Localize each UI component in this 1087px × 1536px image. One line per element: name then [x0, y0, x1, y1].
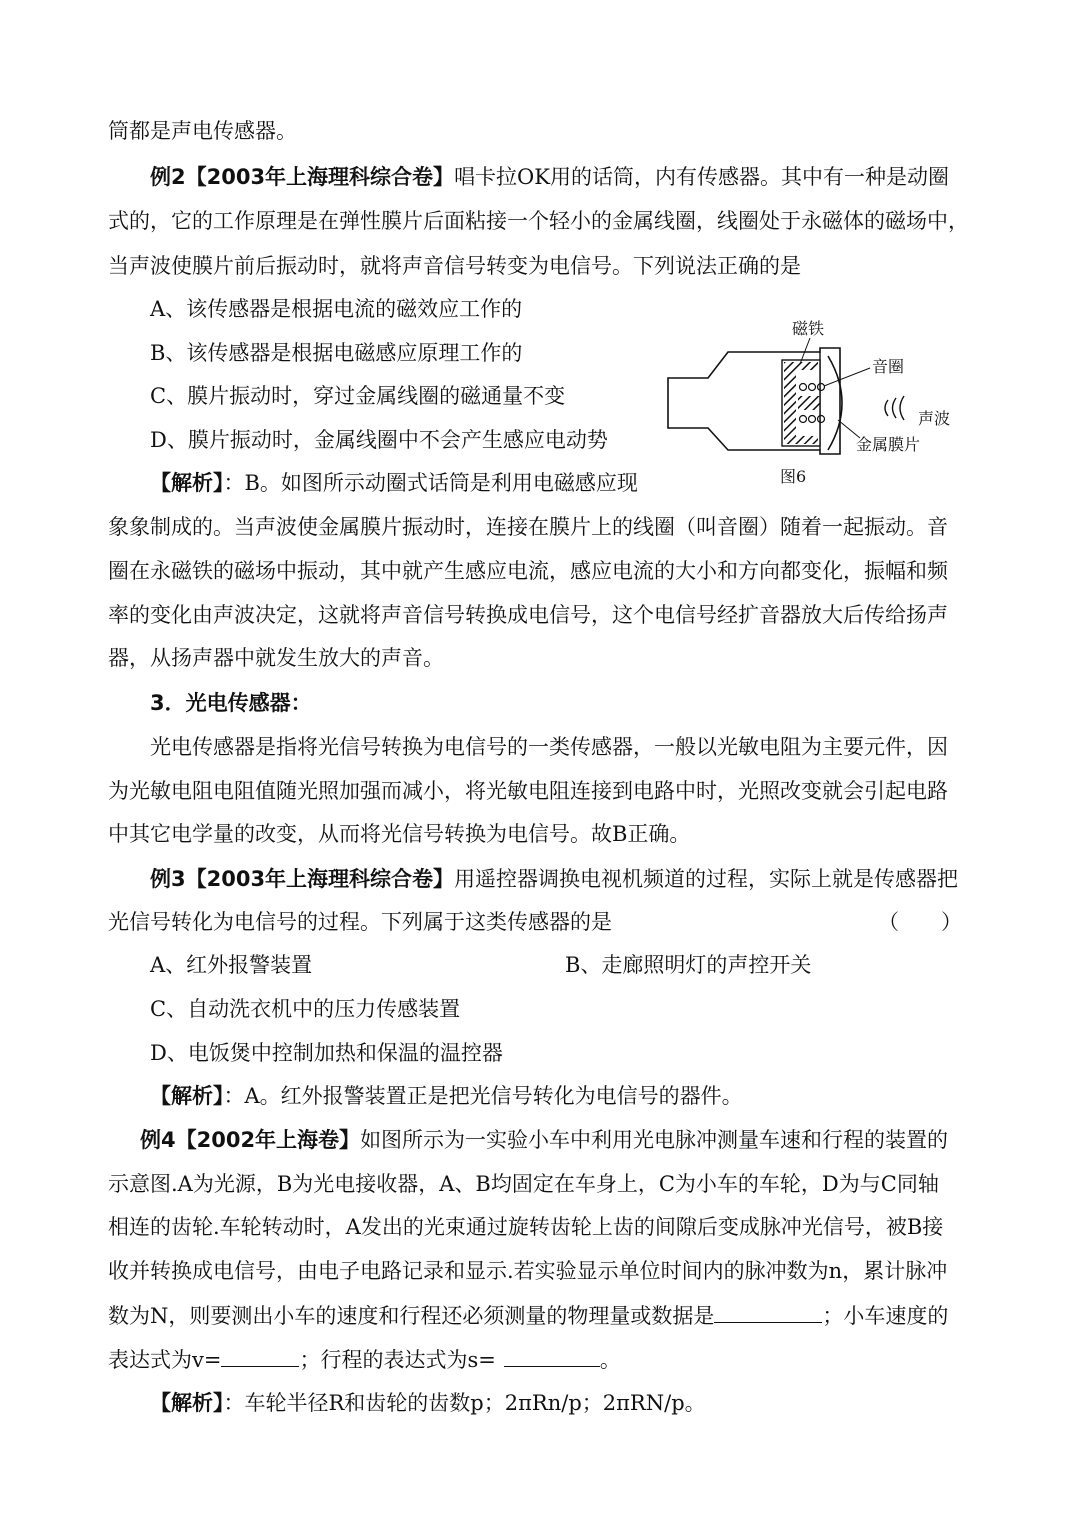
- microphone-diagram: [660, 316, 980, 496]
- example2-answer-line4: 率的变化由声波决定，这就将声音信号转换成电信号，这个电信号经扩音器放大后传给扬声: [108, 603, 948, 627]
- example3-option-d: D、电饭煲中控制加热和保温的温控器: [150, 1041, 503, 1065]
- example4-line4: 收并转换成电信号，由电子电路记录和显示.若实验显示单位时间内的脉冲数为n，累计脉冲: [108, 1259, 948, 1283]
- answer-blank[interactable]: [714, 1300, 822, 1323]
- section3-line3: 中其它电学量的改变，从而将光信号转换为电信号。故B正确。: [108, 822, 691, 846]
- example3-line1: [150, 864, 958, 894]
- label-voice-coil: 音圈: [872, 357, 905, 376]
- answer-blank[interactable]: [504, 1344, 600, 1367]
- example4-text: 。: [599, 1348, 621, 1372]
- example3-option-c: C、自动洗衣机中的压力传感装置: [150, 997, 461, 1021]
- example2-option-b: B、该传感器是根据电磁感应原理工作的: [150, 341, 523, 365]
- example4-line2: 示意图.A为光源，B为光电接收器，A、B均固定在车身上，C为小车的车轮，D为与C同轴: [108, 1172, 939, 1196]
- example2-answer-line5: 器，从扬声器中就发生放大的声音。: [108, 646, 444, 670]
- section3-line1: 光电传感器是指将光信号转换为电信号的一类传感器，一般以光敏电阻为主要元件，因: [150, 735, 948, 759]
- example2-line3: 当声波使膜片前后振动时，就将声音信号转变为电信号。下列说法正确的是: [108, 254, 801, 278]
- answer-text: ：B。如图所示动圈式话筒是利用电磁感应现: [223, 471, 638, 495]
- section3-heading: 3．光电传感器：: [150, 691, 312, 715]
- magnet: [784, 362, 796, 444]
- example3-line2: 光信号转化为电信号的过程。下列属于这类传感器的是: [108, 910, 612, 934]
- answer-text: ：A。红外报警装置正是把光信号转化为电信号的器件。: [223, 1084, 743, 1108]
- example4-text: 数为N，则要测出小车的速度和行程还必须测量的物理量或数据是: [108, 1304, 715, 1328]
- sound-wave-icon: [885, 396, 904, 420]
- example3-option-a: A、红外报警装置: [150, 953, 313, 977]
- answer-label: 【解析】: [150, 1084, 224, 1108]
- example4-answer: [150, 1388, 706, 1418]
- example2-answer-line3: 圈在永磁铁的磁场中振动，其中就产生感应电流，感应电流的大小和方向都变化，振幅和频: [108, 559, 948, 583]
- example3-label: 例3【2003年上海理科综合卷】: [150, 867, 455, 891]
- example2-answer-line1: [150, 468, 638, 498]
- example3-option-b: B、走廊照明灯的声控开关: [565, 953, 812, 977]
- example4-text: 如图所示为一实验小车中利用光电脉冲测量车速和行程的装置的: [360, 1128, 949, 1152]
- example4-label: 例4【2002年上海卷】: [140, 1128, 361, 1152]
- example4-line5: [108, 1300, 948, 1331]
- example4-line6: [108, 1344, 621, 1375]
- answer-blank[interactable]: [221, 1344, 299, 1367]
- example3-text: 用遥控器调换电视机频道的过程，实际上就是传感器把: [454, 867, 959, 891]
- example2-line1: [150, 162, 949, 192]
- label-sound-wave: 声波: [918, 409, 951, 428]
- example2-answer-line2: 象象制成的。当声波使金属膜片振动时，连接在膜片上的线圈（叫音圈）随着一起振动。音: [108, 515, 948, 539]
- example2-label: 例2【2003年上海理科综合卷】: [150, 165, 455, 189]
- answer-label: 【解析】: [150, 1391, 224, 1415]
- example2-text: 唱卡拉OK用的话筒，内有传感器。其中有一种是动圈: [454, 165, 949, 189]
- example4-text: ；小车速度的: [822, 1304, 949, 1328]
- figure-caption: 图6: [780, 467, 807, 486]
- example2-option-c: C、膜片振动时，穿过金属线圈的磁通量不变: [150, 384, 566, 408]
- example4-text: ；行程的表达式为s=: [299, 1348, 496, 1372]
- answer-parentheses: （ ）: [878, 910, 962, 934]
- example2-option-a: A、该传感器是根据电流的磁效应工作的: [150, 297, 523, 321]
- example4-line3: 相连的齿轮.车轮转动时，A发出的光束通过旋转齿轮上齿的间隙后变成脉冲光信号，被B接: [108, 1215, 944, 1239]
- answer-label: 【解析】: [150, 471, 224, 495]
- label-metal-membrane: 金属膜片: [856, 435, 921, 454]
- answer-text: ：车轮半径R和齿轮的齿数p；2πRn/p；2πRN/p。: [223, 1391, 706, 1415]
- section3-line2: 为光敏电阻电阻值随光照加强而减小，将光敏电阻连接到电路中时，光照改变就会引起电路: [108, 779, 948, 803]
- example2-option-d: D、膜片振动时，金属线圈中不会产生感应电动势: [150, 428, 608, 452]
- example2-line2: 式的，它的工作原理是在弹性膜片后面粘接一个轻小的金属线圈，线圈处于永磁体的磁场中，: [108, 209, 969, 233]
- paragraph-line: 筒都是声电传感器。: [108, 119, 297, 143]
- example4-line1: [140, 1125, 948, 1155]
- example3-answer: [150, 1081, 743, 1111]
- label-magnet: 磁铁: [792, 319, 825, 338]
- example4-text: 表达式为v=: [108, 1348, 222, 1372]
